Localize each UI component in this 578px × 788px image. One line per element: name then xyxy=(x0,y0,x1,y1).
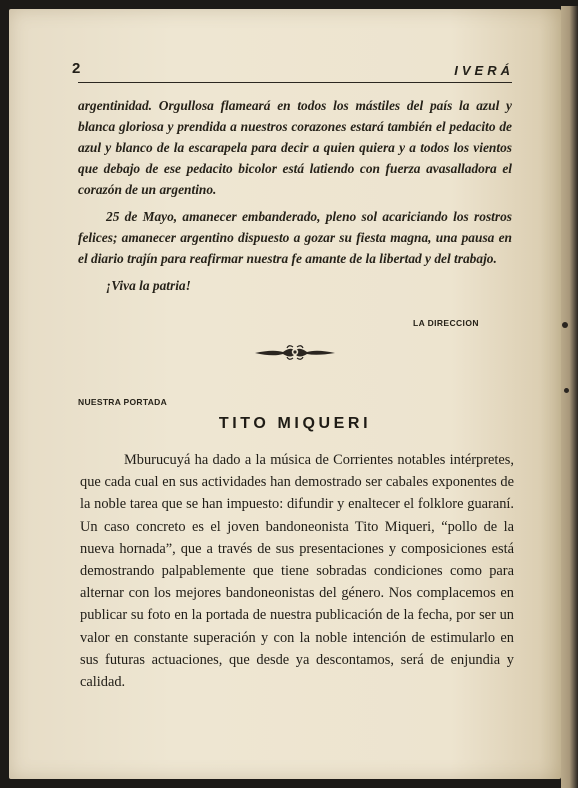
editorial-signature: LA DIRECCION xyxy=(413,318,479,328)
header-rule xyxy=(78,82,512,83)
editorial-paragraph-3: ¡Viva la patria! xyxy=(106,278,191,293)
page-number: 2 xyxy=(72,60,81,77)
section-label: NUESTRA PORTADA xyxy=(78,397,168,407)
floral-divider-icon xyxy=(253,342,337,362)
page-spine xyxy=(561,6,578,788)
running-head: IVERÁ xyxy=(454,63,514,78)
page-blemish xyxy=(562,322,568,328)
article-body: Mburucuyá ha dado a la música de Corrientes notables intérpretes, que cada cual en sus actividades han demostrado ser cabales exponentes de la noble tarea que se han impuesto: difundir y enaltecer el folklore guaraní. Un caso concreto es el joven bandoneonista Tito Miqueri, “pollo de la nueva hornada”, que a través de sus presentaciones y composiciones está demostrando palpablemente que tiene sobradas condiciones como para alternar con los mejores bandoneonistas del género. Nos complacemos en publicar su foto en la portada de nuestra publicación de la fecha, por ser un valor en constante superación y con la noble intención de estimularlo en sus futuras actuaciones, que desde ya descontamos, será de enjundia y calidad. xyxy=(80,452,514,691)
article-title: TITO MIQUERI xyxy=(218,415,372,432)
editorial-paragraph-2: 25 de Mayo, amanecer embanderado, pleno sol acariciando los rostros felices; amanecer argentino dispuesto a gozar su fiesta magna, una pausa en el diario trajín para reafirmar nuestra fe amante de la libertad y del trabajo. xyxy=(78,209,512,266)
page-header xyxy=(72,60,514,82)
page-blemish xyxy=(564,388,569,393)
editorial-text xyxy=(78,95,512,296)
editorial-paragraph-1: argentinidad. Orgullosa flameará en todos los mástiles del país la azul y blanca gloriosa y prendida a nuestros corazones estará también el pedacito de azul y blanco de la escarapela para decir a quien quiera y a todos los vientos que debajo de ese pedacito bicolor está latiendo con fuerza avasalladora el corazón de un argentino. xyxy=(78,98,512,197)
